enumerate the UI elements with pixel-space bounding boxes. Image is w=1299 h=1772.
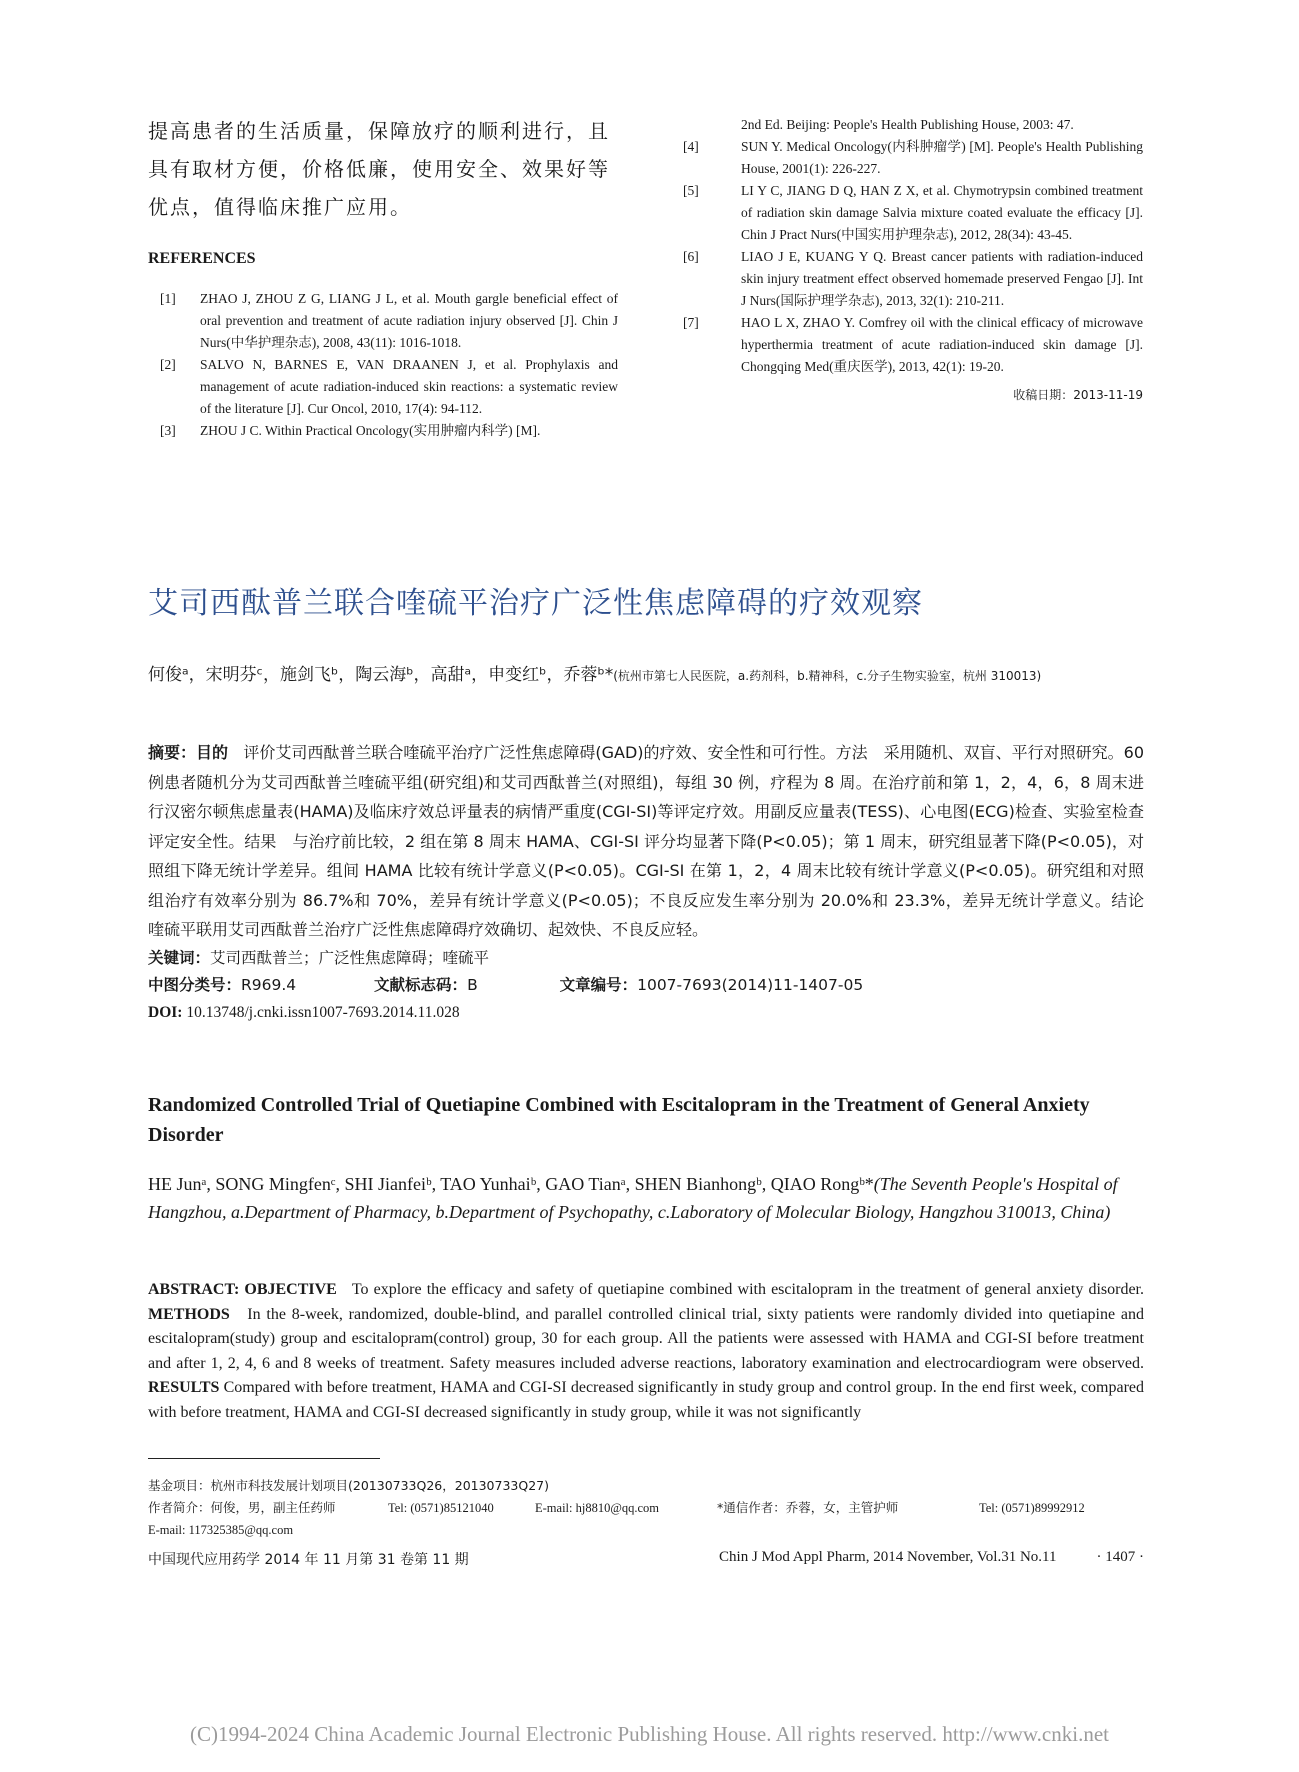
reference-text: ZHAO J, ZHOU Z G, LIANG J L, et al. Mouth gargle beneficial effect of oral prevention and treatment of acute radiation injury observed [J]. Chin J Nurs(中华护理杂志), 2008, 43(11): 1016-1018. xyxy=(200,291,618,350)
reference-number: [2] xyxy=(160,357,176,372)
reference-number: [6] xyxy=(683,249,699,264)
left-column xyxy=(148,112,618,442)
methods-text: In the 8-week, randomized, double-blind, and parallel controlled clinical trial, sixty patients were randomly divided into quetiapine and escitalopram(study) group and escitalopram(control) group, 30 for each group. All the patients were assessed with HAMA and CGI-SI before treatment and after 1, 2, 4, 6 and 8 weeks of treatment. Safety measures included adverse reactions, laboratory examination and electrocardiogram were observed. xyxy=(148,1305,1144,1372)
author-list-en: HE Junᵃ, SONG Mingfenᶜ, SHI Jianfeiᵇ, TAO Yunhaiᵇ, GAO Tianᵃ, SHEN Bianhongᵇ, QIAO Rongᵇ* xyxy=(148,1174,874,1194)
results-label: RESULTS xyxy=(148,1379,220,1396)
received-date: 收稿日期：2013-11-19 xyxy=(1013,388,1143,402)
footnote-divider xyxy=(148,1458,380,1459)
reference-item xyxy=(683,180,1143,246)
journal-footer-en xyxy=(719,1549,1144,1566)
objective-text: To explore the efficacy and safety of quetiapine combined with escitalopram in the treatment of general anxiety disorder. xyxy=(351,1281,1144,1298)
corresponding-tel: Tel: (0571)89992912 xyxy=(979,1501,1085,1515)
reference-text: 2nd Ed. Beijing: People's Health Publishing House, 2003: 47. xyxy=(741,117,1074,132)
author-list-cn: 何俊ᵃ，宋明芬ᶜ，施剑飞ᵇ，陶云海ᵇ，高甜ᵃ，申变红ᵇ，乔蓉ᵇ* xyxy=(148,665,614,685)
doc-code-label: 文献标志码： xyxy=(374,975,468,994)
right-column xyxy=(683,114,1143,403)
author-note xyxy=(148,1497,1144,1519)
classification-line xyxy=(148,972,1144,999)
reference-item xyxy=(683,246,1143,312)
authors-cn xyxy=(148,658,1144,693)
article-title-cn: 艾司西酞普兰联合喹硫平治疗广泛性焦虑障碍的疗效观察 xyxy=(148,586,923,621)
journal-citation-en: Chin J Mod Appl Pharm, 2014 November, Vol.31 No.11 xyxy=(719,1549,1057,1565)
reference-text: ZHOU J C. Within Practical Oncology(实用肿瘤内科学) [M]. xyxy=(200,423,541,438)
reference-item xyxy=(148,420,618,442)
article-no-value: 1007-7693(2014)11-1407-05 xyxy=(637,975,864,994)
corresponding-author: *通信作者：乔蓉，女，主管护师 xyxy=(717,1500,899,1515)
clc-label: 中图分类号： xyxy=(148,975,242,994)
corresponding-email: E-mail: 117325385@qq.com xyxy=(148,1523,294,1537)
reference-text: LIAO J E, KUANG Y Q. Breast cancer patients with radiation-induced skin injury treatment effect observed homemade preserved Fengao [J]. Int J Nurs(国际护理学杂志), 2013, 32(1): 210-211. xyxy=(741,249,1143,308)
author-email: E-mail: hj8810@qq.com xyxy=(535,1501,659,1515)
page-number: · 1407 · xyxy=(1096,1549,1144,1565)
clc-value: R969.4 xyxy=(241,975,297,994)
abstract-cn xyxy=(148,738,1161,1026)
doi-line xyxy=(148,999,1144,1026)
abstract-cn-body xyxy=(148,738,1161,945)
copyright-watermark: (C)1994-2024 China Academic Journal Electronic Publishing House. All rights reserved. http://www.cnki.net xyxy=(190,1722,1109,1746)
keywords-line xyxy=(148,945,1144,972)
doc-code-value: B xyxy=(467,975,478,994)
doi-value: 10.13748/j.cnki.issn1007-7693.2014.11.028 xyxy=(186,1003,460,1021)
reference-number: [1] xyxy=(160,291,176,306)
abstract-cn-label: 摘要：目的 xyxy=(148,743,229,762)
results-text: Compared with before treatment, HAMA and CGI-SI decreased significantly in study group and control group. In the end first week, compared with before treatment, HAMA and CGI-SI decreased significantly in study group, while it was not significantly xyxy=(148,1379,1145,1421)
references-heading: REFERENCES xyxy=(148,250,256,267)
conclusion-paragraph: 提高患者的生活质量，保障放疗的顺利进行，且具有取材方便，价格低廉，使用安全、效果好等优点，值得临床推广应用。 xyxy=(148,119,610,219)
keywords-label: 关键词： xyxy=(148,948,211,967)
journal-footer-cn: 中国现代应用药学 2014 年 11 月第 31 卷第 11 期 xyxy=(148,1552,469,1568)
reference-item xyxy=(683,136,1143,180)
reference-number: [4] xyxy=(683,139,699,154)
methods-label: METHODS xyxy=(148,1305,230,1323)
reference-continuation xyxy=(683,114,1143,136)
reference-text: SALVO N, BARNES E, VAN DRAANEN J, et al. Prophylaxis and management of acute radiation-induced skin reactions: a systematic review of the literature [J]. Cur Oncol, 2010, 17(4): 94-112. xyxy=(200,357,618,416)
reference-text: SUN Y. Medical Oncology(内科肿瘤学) [M]. People's Health Publishing House, 2001(1): 226-227. xyxy=(741,139,1143,176)
reference-number: [5] xyxy=(683,183,699,198)
reference-number: [7] xyxy=(683,315,699,330)
reference-text: HAO L X, ZHAO Y. Comfrey oil with the clinical efficacy of microwave hyperthermia treatment of acute radiation-induced skin damage [J]. Chongqing Med(重庆医学), 2013, 42(1): 19-20. xyxy=(741,315,1143,374)
affiliation-en: (The Seventh People's Hospital of Hangzhou, a.Department of Pharmacy, b.Department of Psychopathy, c.Laboratory of Molecular Biology, Hangzhou 310013, China) xyxy=(148,1174,1118,1222)
reference-item xyxy=(683,312,1143,378)
affiliation-cn: (杭州市第七人民医院，a.药剂科，b.精神科，c.分子生物实验室，杭州 310013) xyxy=(613,669,1042,683)
reference-item xyxy=(148,288,618,354)
reference-item xyxy=(148,354,618,420)
authors-en xyxy=(148,1170,1144,1226)
fund-note: 基金项目：杭州市科技发展计划项目(20130733Q26，20130733Q27) xyxy=(148,1478,549,1493)
abstract-en-label: ABSTRACT: OBJECTIVE xyxy=(148,1281,337,1298)
doi-label: DOI: xyxy=(148,1003,183,1021)
abstract-cn-text: 评价艾司西酞普兰联合喹硫平治疗广泛性焦虑障碍(GAD)的疗效、安全性和可行性。方法 采用随机、双盲、平行对照研究。60 例患者随机分为艾司西酞普兰喹硫平组(研究组)和艾司西酞普兰(对照组)，每组 30 例，疗程为 8 周。在治疗前和第 1，2，4，6，8 周末进行汉密尔顿焦虑量表(HAMA)及临床疗效总评量表的病情严重度(CGI-SI)等评定疗效。用副反应量表(TESS)、心电图(ECG)检查、实验室检查评定安全性。结果 与治疗前比较，2 组在第 8 周末 HAMA、CGI-SI 评分均显著下降(P<0.05)；第 1 周末，研究组显著下降(P<0.05)，对照组下降无统计学差异。组间 HAMA 比较有统计学意义(P<0.05)。CGI-SI 在第 1，2，4 周末比较有统计学意义(P<0.05)。研究组和对照组治疗有效率分别为 86.7%和 70%，差异有统计学意义(P<0.05)；不良反应发生率分别为 20.0%和 23.3%，差异无统计学意义。结论 喹硫平联用艾司西酞普兰治疗广泛性焦虑障碍疗效确切、起效快、不良反应轻。 xyxy=(148,743,1161,939)
reference-text: LI Y C, JIANG D Q, HAN Z X, et al. Chymotrypsin combined treatment of radiation skin damage Salvia mixture coated evaluate the efficacy [J]. Chin J Pract Nurs(中国实用护理杂志), 2012, 28(34): 43-45. xyxy=(741,183,1143,242)
reference-number: [3] xyxy=(160,423,176,438)
article-no-label: 文章编号： xyxy=(559,975,638,994)
abstract-en xyxy=(148,1278,1144,1425)
author-intro: 作者简介：何俊，男，副主任药师 xyxy=(148,1500,336,1515)
article-title-en: Randomized Controlled Trial of Quetiapine Combined with Escitalopram in the Treatment of General Anxiety Disorder xyxy=(148,1094,1090,1146)
author-tel: Tel: (0571)85121040 xyxy=(388,1501,494,1515)
keywords-text: 艾司西酞普兰；广泛性焦虑障碍；喹硫平 xyxy=(210,948,490,967)
footnotes xyxy=(148,1475,1144,1541)
